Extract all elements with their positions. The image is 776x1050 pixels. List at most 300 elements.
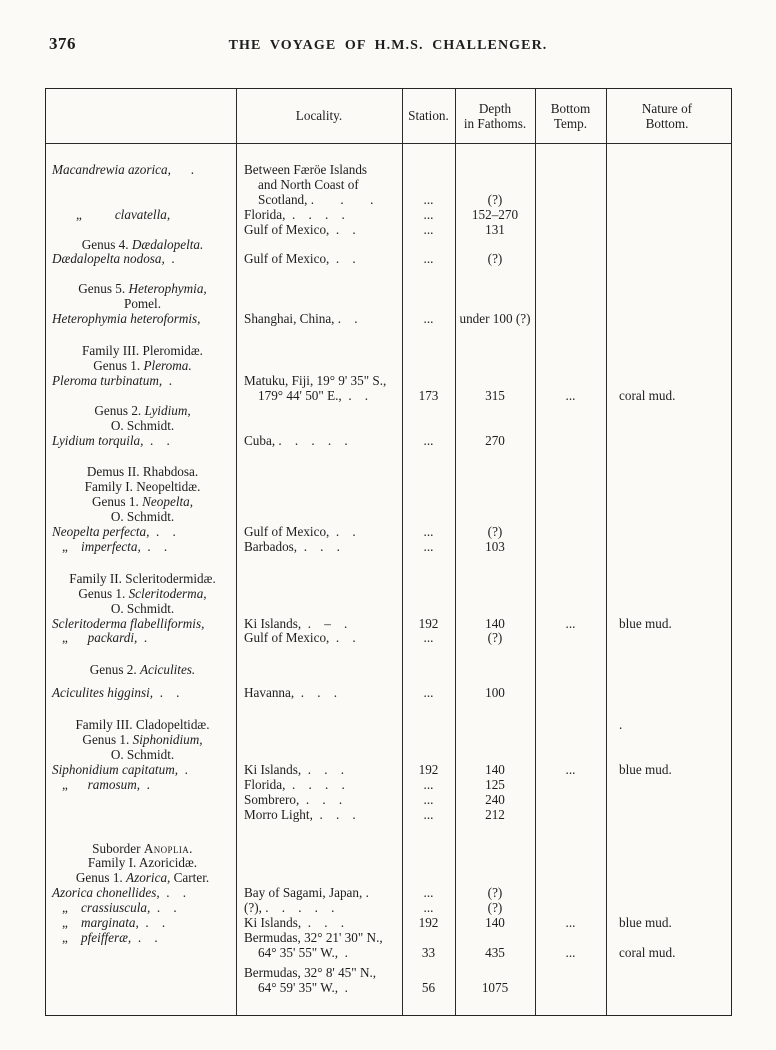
taxon-cell (46, 808, 236, 823)
station-cell: ... (423, 432, 434, 448)
taxon-name-line (52, 916, 236, 931)
bottom-temp-cell: ... (565, 387, 576, 403)
taxon-text: Genus 1. (78, 585, 129, 601)
taxon-heading-line (52, 871, 236, 886)
station-cell: ... (423, 524, 434, 540)
nature-of-bottom-cell (606, 163, 728, 208)
taxon-text: packardi, (67, 630, 138, 646)
taxon-name-line (52, 617, 236, 632)
row-gap (46, 448, 728, 465)
specimen-row (46, 208, 728, 223)
locality-cell (236, 480, 402, 495)
taxon-name-line (52, 163, 236, 178)
depth-cell: 152–270 (471, 206, 519, 222)
station-cell: 192 (418, 761, 439, 777)
column-divider (535, 89, 536, 1015)
row-gap (46, 327, 728, 344)
locality-line: Scotland, . . . (258, 191, 374, 207)
taxon-cell (46, 208, 236, 223)
taxon-heading-line (52, 282, 236, 297)
depth-cell (455, 856, 535, 871)
locality-cell (236, 312, 402, 327)
taxon-text: Anoplia. (143, 840, 193, 856)
taxon-text: Family III. Cladopeltidæ. (75, 717, 210, 733)
locality-cell (236, 886, 402, 901)
taxon-text: Genus 2. (94, 402, 145, 418)
row-gap (46, 701, 728, 718)
taxon-cell (46, 495, 236, 525)
header-depth (455, 89, 535, 142)
taxon-name-line (52, 778, 236, 793)
station-cell (402, 344, 455, 359)
taxon-name-line (52, 540, 236, 555)
locality-line: Ki Islands, . . . (244, 915, 345, 931)
header-station (402, 89, 455, 142)
header-line: Station. (408, 108, 449, 123)
header-line: Nature of (641, 100, 693, 116)
depth-cell: (?) (487, 251, 503, 267)
taxon-text: . (140, 776, 150, 792)
depth-cell (455, 465, 535, 480)
depth-cell: 125 (485, 776, 505, 792)
depth-cell: (?) (487, 630, 503, 646)
locality-cell (236, 465, 402, 480)
taxon-text: Azorica chonellides, (52, 885, 160, 901)
nature-of-bottom-cell (606, 238, 728, 253)
taxon-name-line (52, 901, 236, 916)
locality-cell (236, 871, 402, 886)
spacer-row (46, 823, 728, 842)
taxon-text: . (137, 630, 148, 646)
taxon-text: Neopelta perfecta, (52, 524, 150, 540)
nature-of-bottom-cell (606, 344, 728, 359)
header-line: Locality. (295, 108, 343, 123)
taxon-heading-line (52, 465, 236, 480)
taxon-heading-row (46, 718, 728, 733)
taxon-text: Macandrewia azorica, (52, 162, 171, 177)
station-cell (402, 733, 455, 763)
taxon-text: Suborder (92, 840, 144, 856)
station-cell (402, 663, 455, 678)
locality-line: Florida, . . . . (244, 776, 345, 792)
specimen-row (46, 916, 728, 931)
depth-cell: (?) (487, 900, 503, 916)
taxon-text: Lyidium torquila, (52, 432, 144, 448)
taxon-text: Pomel. (124, 296, 161, 312)
bottom-temp-cell (535, 871, 606, 886)
column-divider (402, 89, 403, 1015)
taxon-cell (46, 572, 236, 587)
depth-cell (455, 572, 535, 587)
depth-cell: 140 (485, 615, 505, 631)
taxon-text: . . (138, 915, 166, 931)
taxon-cell (46, 793, 236, 808)
station-cell: ... (423, 900, 434, 916)
station-cell: ... (423, 251, 434, 267)
taxon-name-line (52, 686, 236, 701)
bottom-temp-cell (535, 793, 606, 808)
header-locality (236, 89, 402, 142)
taxon-heading-line (52, 359, 236, 374)
locality-cell (236, 572, 402, 587)
taxon-cell (46, 404, 236, 434)
taxon-text: marginata, (67, 915, 139, 931)
bottom-temp-cell: ... (565, 915, 576, 931)
taxon-name-line (52, 434, 236, 449)
taxon-cell (46, 686, 236, 701)
taxon-text: O. Schmidt. (110, 509, 175, 525)
bottom-temp-cell (535, 718, 606, 733)
station-cell: ... (423, 206, 434, 222)
taxon-heading-row (46, 856, 728, 871)
specimen-row (46, 617, 728, 632)
nature-of-bottom-cell (606, 842, 728, 857)
spacer-row (46, 448, 728, 465)
nature-of-bottom-cell: coral mud. (619, 944, 676, 960)
taxon-heading-line (52, 495, 236, 510)
bottom-temp-cell (535, 842, 606, 857)
taxon-text: Siphonidium capitatum, (52, 761, 179, 777)
nature-of-bottom-cell (606, 966, 728, 996)
bottom-temp-cell (535, 686, 606, 701)
taxon-text: „ (62, 776, 68, 792)
spacer-row (46, 142, 728, 163)
taxon-heading-line (52, 663, 236, 678)
taxon-cell (46, 374, 236, 404)
taxon-heading-line (52, 842, 236, 857)
spacer-row (46, 327, 728, 344)
locality-cell (236, 404, 402, 434)
locality-line: Florida, . . . . (244, 206, 345, 222)
spacer-row (46, 701, 728, 718)
locality-cell (236, 793, 402, 808)
bottom-temp-cell (535, 966, 606, 996)
depth-cell: 315 (485, 387, 505, 403)
header-nature-of-bottom (606, 89, 728, 142)
nature-of-bottom-cell (606, 282, 728, 312)
depth-cell: 140 (485, 915, 505, 931)
locality-line: Shanghai, China, . . (244, 311, 358, 327)
taxon-cell (46, 631, 236, 646)
taxon-heading-row (46, 572, 728, 587)
locality-line: Havanna, . . . (244, 685, 338, 701)
taxon-text: Heterophymia heteroformis, (52, 311, 201, 327)
taxon-text: . (162, 372, 173, 388)
depth-cell (455, 359, 535, 374)
taxon-cell (46, 238, 236, 253)
taxon-text: Carter. (170, 870, 210, 886)
taxon-heading-row (46, 495, 728, 525)
locality-cell (236, 540, 402, 555)
station-cell: 192 (418, 915, 439, 931)
station-cell: ... (423, 311, 434, 327)
specimen-row (46, 223, 728, 238)
nature-of-bottom-cell (606, 686, 728, 701)
taxon-text: imperfecta, (67, 538, 141, 554)
taxon-cell (46, 223, 236, 238)
nature-of-bottom-cell (606, 587, 728, 617)
taxon-heading-row (46, 238, 728, 253)
taxon-cell (46, 540, 236, 555)
taxon-name-line (52, 374, 236, 389)
bottom-temp-cell: ... (565, 761, 576, 777)
taxon-text: Pleroma. (143, 357, 192, 373)
taxon-heading-line (52, 297, 236, 312)
taxon-text: Aciculites higginsi, (52, 685, 154, 701)
station-cell (402, 871, 455, 886)
taxon-text: Dædalopelta nodosa, (52, 251, 165, 267)
depth-cell (455, 480, 535, 495)
taxon-text: . . (159, 885, 187, 901)
taxon-text: Family I. Neopeltidæ. (84, 479, 201, 495)
locality-cell (236, 344, 402, 359)
taxon-cell (46, 916, 236, 931)
station-cell (402, 587, 455, 617)
column-divider (455, 89, 456, 1015)
locality-cell (236, 587, 402, 617)
bottom-temp-cell (535, 344, 606, 359)
taxon-cell (46, 931, 236, 961)
row-gap (46, 142, 728, 163)
table-body (46, 142, 728, 996)
taxon-text: O. Schmidt. (110, 747, 175, 762)
station-cell (402, 404, 455, 434)
bottom-temp-cell: ... (565, 615, 576, 631)
taxon-text: Genus 2. (89, 662, 140, 678)
locality-cell (236, 808, 402, 823)
bottom-temp-cell (535, 434, 606, 449)
nature-of-bottom-cell: . (619, 717, 623, 733)
nature-of-bottom-cell (606, 404, 728, 434)
depth-cell: 131 (485, 221, 505, 237)
taxon-text: „ (62, 929, 68, 945)
station-cell (402, 718, 455, 733)
depth-cell: (?) (487, 191, 503, 207)
locality-line: Gulf of Mexico, . . (244, 524, 356, 540)
bottom-temp-cell (535, 282, 606, 312)
specimen-row (46, 252, 728, 267)
taxon-heading-row (46, 344, 728, 359)
station-cell (402, 282, 455, 312)
taxon-text: Family II. Scleritodermidæ. (69, 570, 216, 586)
taxon-cell (46, 163, 236, 208)
bottom-temp-cell (535, 252, 606, 267)
taxon-text: „ (62, 538, 68, 554)
nature-of-bottom-cell (606, 208, 728, 223)
bottom-temp-cell (535, 886, 606, 901)
taxon-text: „ (76, 206, 82, 222)
specimen-row (46, 901, 728, 916)
bottom-temp-cell (535, 480, 606, 495)
taxon-cell (46, 525, 236, 540)
taxon-text: crassiuscula, (67, 900, 151, 916)
locality-line: Bermudas, 32° 8' 45" N., (244, 964, 377, 980)
taxon-text: . . (143, 432, 170, 448)
row-gap (46, 555, 728, 572)
nature-of-bottom-cell: blue mud. (619, 761, 672, 777)
taxon-heading-line (52, 587, 236, 602)
depth-cell: (?) (487, 524, 503, 540)
depth-cell (455, 282, 535, 312)
locality-cell (236, 842, 402, 857)
header-line: Depth (478, 100, 512, 116)
taxon-heading-line (52, 344, 236, 359)
taxon-text: . (178, 761, 188, 777)
taxon-name-line (52, 525, 236, 540)
locality-line: Bay of Sagami, Japan, . (244, 885, 369, 901)
bottom-temp-cell (535, 208, 606, 223)
bottom-temp-cell (535, 223, 606, 238)
locality-cell (236, 778, 402, 793)
locality-line: (?), . . . . . (244, 900, 335, 916)
taxon-cell (46, 733, 236, 763)
specimen-row (46, 434, 728, 449)
taxon-text: . . (150, 900, 177, 916)
locality-cell (236, 238, 402, 253)
bottom-temp-cell (535, 359, 606, 374)
header-line: Temp. (553, 115, 588, 131)
taxon-name-line (52, 931, 236, 946)
nature-of-bottom-cell (606, 465, 728, 480)
taxon-cell (46, 856, 236, 871)
bottom-temp-cell (535, 525, 606, 540)
locality-cell (236, 495, 402, 525)
taxon-name-line (52, 763, 236, 778)
nature-of-bottom-cell (606, 901, 728, 916)
depth-cell (455, 344, 535, 359)
specimen-row (46, 540, 728, 555)
bottom-temp-cell (535, 808, 606, 823)
taxon-cell (46, 480, 236, 495)
taxon-text: Neopelta, (142, 494, 194, 510)
depth-cell: 435 (485, 944, 505, 960)
nature-of-bottom-cell: blue mud. (619, 615, 672, 631)
taxon-heading-row (46, 587, 728, 617)
nature-of-bottom-cell: coral mud. (619, 387, 676, 403)
nature-of-bottom-cell (606, 733, 728, 763)
taxon-text: Dædalopelta. (131, 236, 204, 252)
station-cell: ... (423, 776, 434, 792)
taxon-cell (46, 718, 236, 733)
locality-cell (236, 359, 402, 374)
taxon-heading-line (52, 748, 236, 763)
taxon-cell (46, 966, 236, 996)
taxon-cell (46, 312, 236, 327)
taxon-name-line (52, 252, 236, 267)
station-cell: ... (423, 806, 434, 822)
taxon-heading-row (46, 404, 728, 434)
locality-line: 64° 35' 55" W., . (258, 944, 348, 960)
specimen-row (46, 793, 728, 808)
nature-of-bottom-cell: blue mud. (619, 915, 672, 931)
taxon-heading-line (52, 572, 236, 587)
locality-line: and North Coast of (258, 176, 359, 192)
bottom-temp-cell (535, 238, 606, 253)
station-cell (402, 465, 455, 480)
bottom-temp-cell: ... (565, 944, 576, 960)
taxon-name-line (52, 886, 236, 901)
taxon-name-line (52, 208, 236, 223)
spacer-row (46, 646, 728, 663)
locality-cell (236, 718, 402, 733)
taxon-text: clavatella, (81, 206, 171, 222)
taxon-cell (46, 359, 236, 374)
nature-of-bottom-cell (606, 480, 728, 495)
station-cell: 192 (418, 615, 439, 631)
specimen-row (46, 966, 728, 996)
station-cell (402, 842, 455, 857)
taxon-text: ramosum, (67, 776, 141, 792)
bottom-temp-cell (535, 163, 606, 208)
column-divider (236, 89, 237, 1015)
taxon-heading-row (46, 480, 728, 495)
locality-cell (236, 631, 402, 646)
specimen-row (46, 808, 728, 823)
taxon-text: Genus 1. (93, 357, 144, 373)
specimen-row (46, 525, 728, 540)
taxon-text: . (164, 251, 175, 267)
nature-of-bottom-cell (606, 778, 728, 793)
locality-line: 64° 59' 35" W., . (258, 979, 348, 995)
bottom-temp-cell (535, 663, 606, 678)
depth-cell: 100 (485, 685, 505, 701)
header-row (46, 89, 728, 142)
header-line: Bottom. (645, 115, 689, 131)
header-divider (46, 143, 731, 144)
taxon-cell (46, 252, 236, 267)
station-cell (402, 480, 455, 495)
taxon-text: Genus 1. (82, 732, 133, 748)
station-cell: 173 (418, 387, 439, 403)
taxon-heading-line (52, 510, 236, 525)
nature-of-bottom-cell (606, 631, 728, 646)
specimen-row (46, 763, 728, 778)
locality-line: Barbados, . . . (244, 538, 340, 554)
taxon-cell (46, 617, 236, 632)
spacer-row (46, 555, 728, 572)
taxon-cell (46, 434, 236, 449)
bottom-temp-cell (535, 733, 606, 763)
taxon-heading-row (46, 465, 728, 480)
station-cell (402, 238, 455, 253)
specimen-row (46, 374, 728, 404)
nature-of-bottom-cell (606, 663, 728, 678)
locality-line: Cuba, . . . . . (244, 432, 348, 448)
depth-cell (455, 404, 535, 434)
locality-cell (236, 282, 402, 312)
depth-cell: 103 (485, 538, 505, 554)
specimen-row (46, 312, 728, 327)
column-divider (606, 89, 607, 1015)
depth-cell: 270 (485, 432, 505, 448)
nature-of-bottom-cell (606, 793, 728, 808)
taxon-heading-row (46, 359, 728, 374)
taxon-text: Genus 1. (91, 494, 143, 510)
depth-cell: (?) (487, 885, 503, 901)
locality-cell (236, 208, 402, 223)
bottom-temp-cell (535, 495, 606, 525)
taxon-name-line (52, 631, 236, 646)
locality-cell (236, 223, 402, 238)
bottom-temp-cell (535, 856, 606, 871)
depth-cell (455, 718, 535, 733)
station-cell: 56 (421, 979, 436, 995)
bottom-temp-cell (535, 631, 606, 646)
taxon-heading-line (52, 718, 236, 733)
header-line: in Fathoms. (463, 115, 527, 131)
locality-cell (236, 252, 402, 267)
station-cell: 33 (421, 944, 436, 960)
